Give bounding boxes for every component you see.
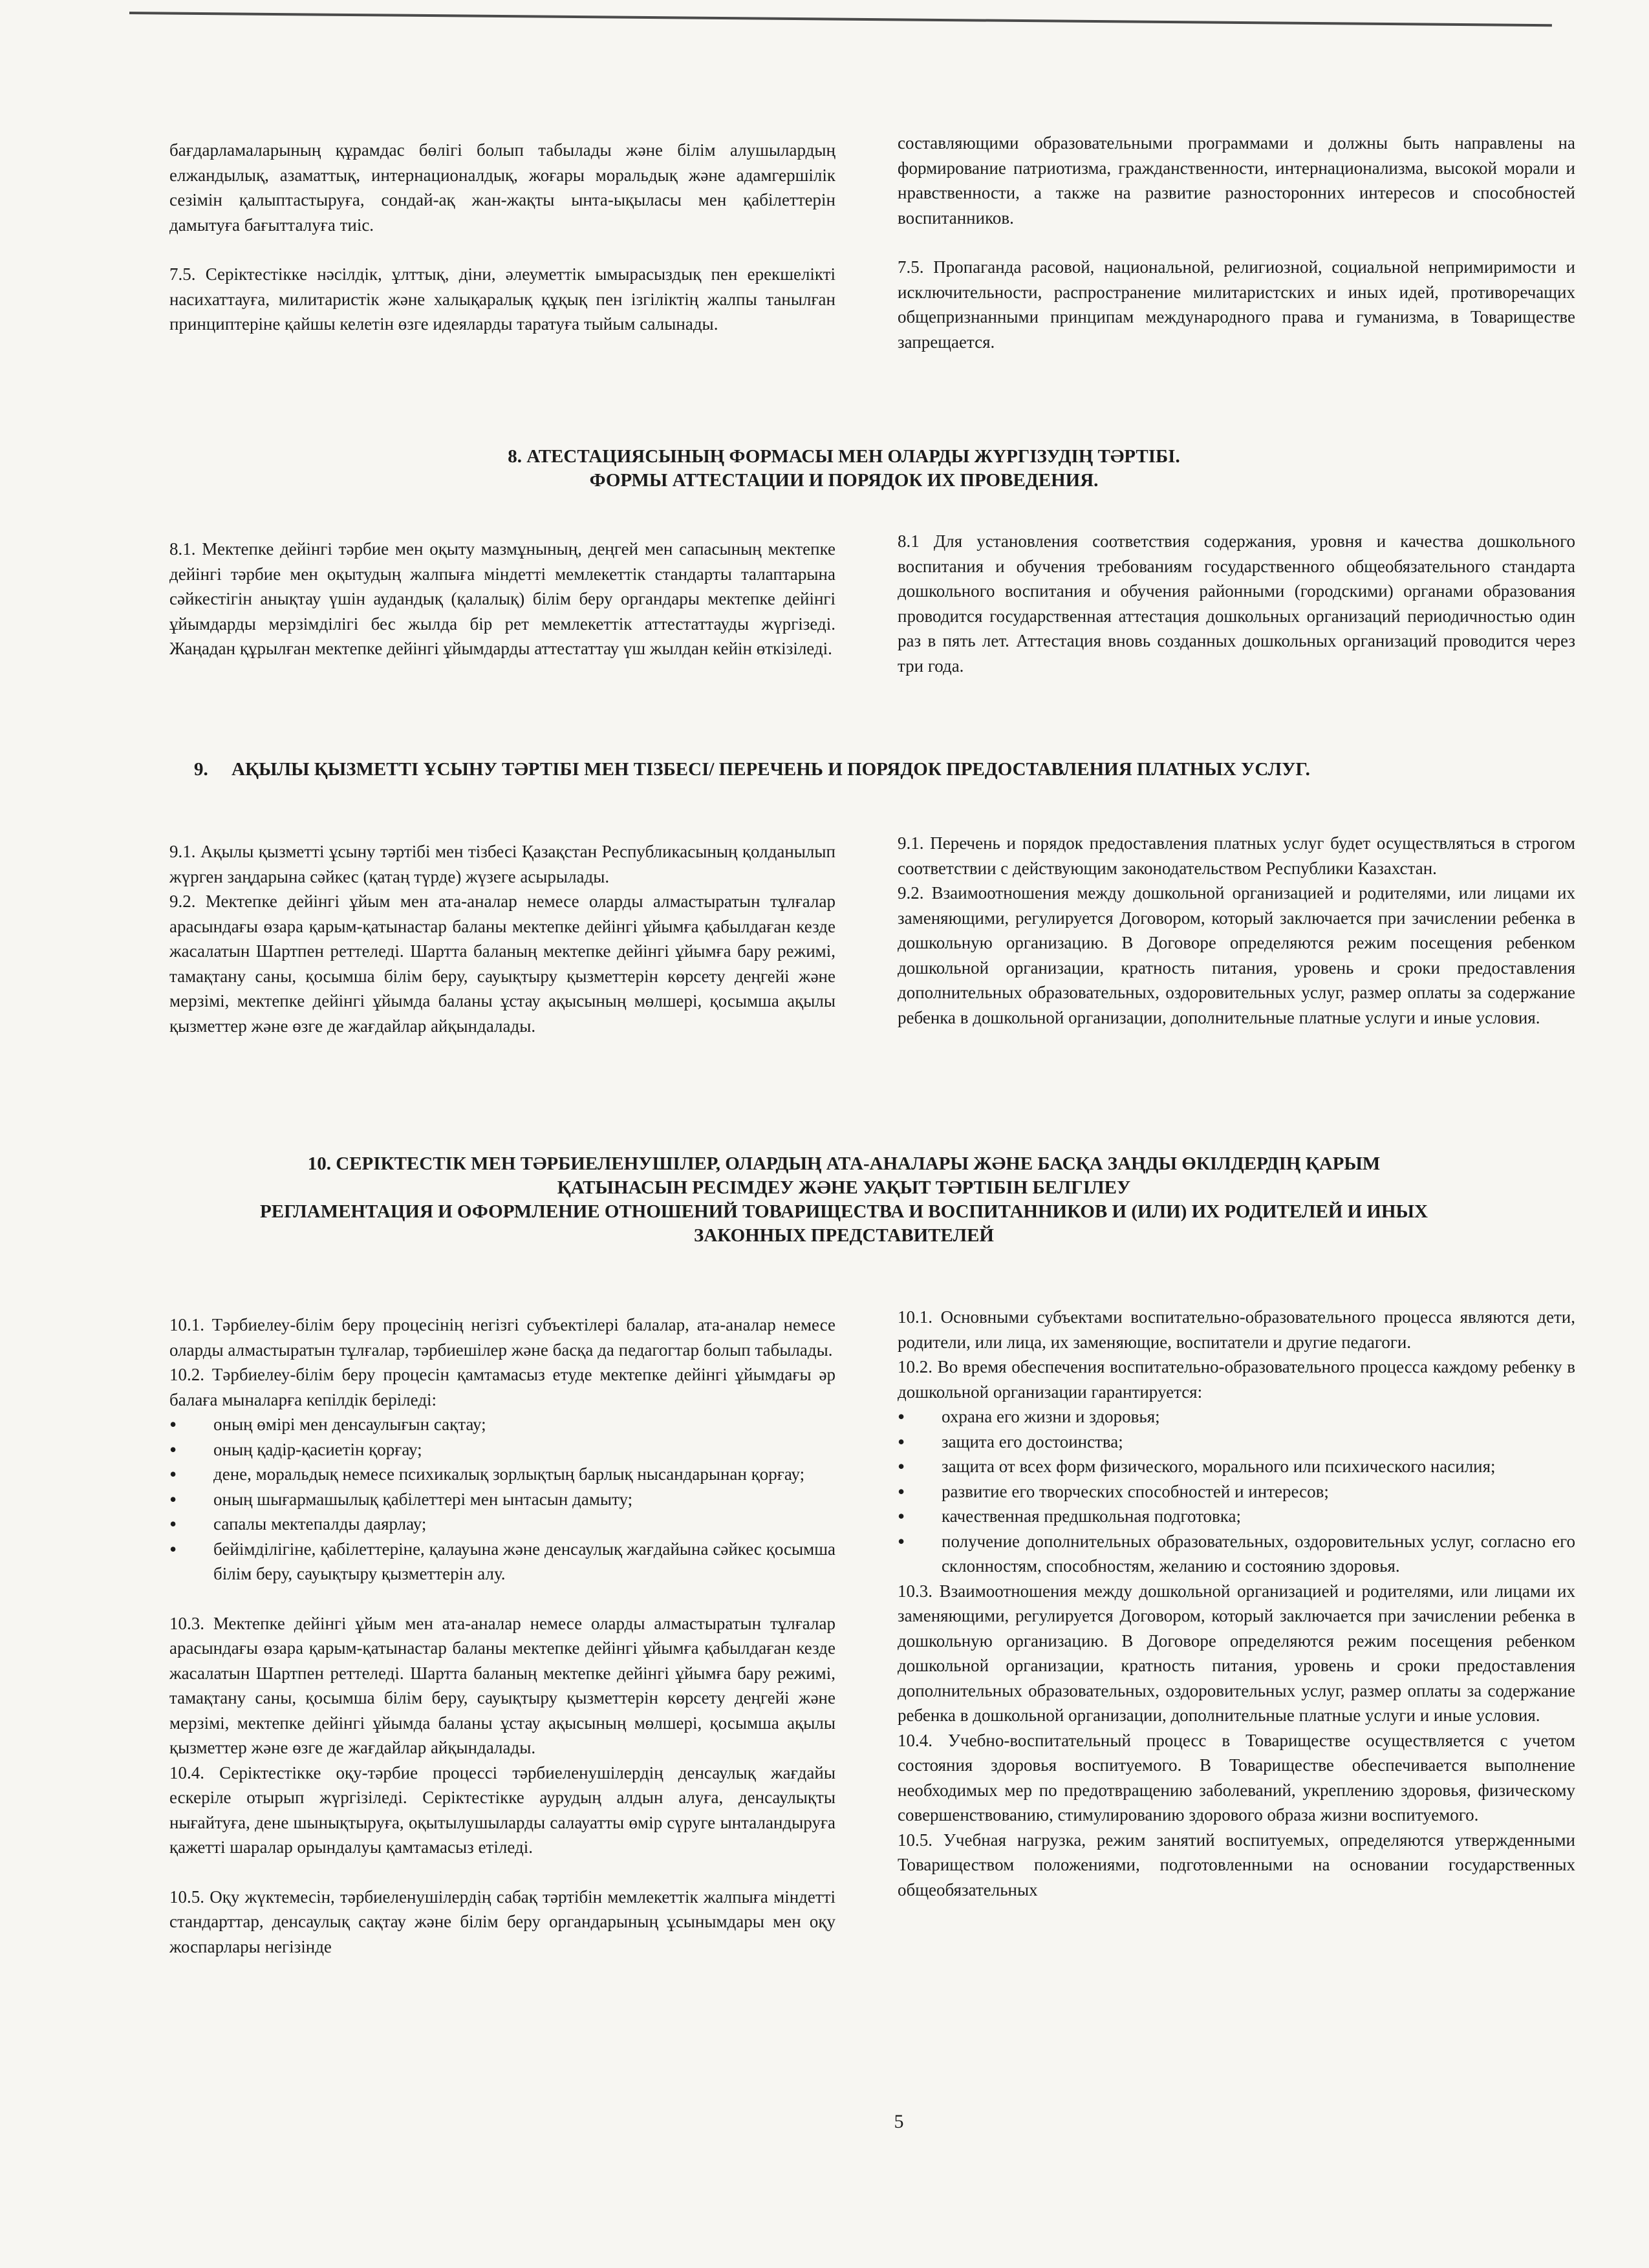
list-item: • охрана его жизни и здоровья; bbox=[898, 1404, 1575, 1429]
list-item: • оның өмірі мен денсаулығын сақтау; bbox=[169, 1412, 835, 1437]
right-section-10 bbox=[898, 1305, 1575, 1902]
right-paragraph-8-1: 8.1 Для установления соответствия содержания, уровня и качества дошкольного воспитания и обучения требованиям государственного общеобязательного стандарта дошкольного воспитания и обучения районными (городскими) органами образования проводится государственная аттестация дошкольных организаций периодичностью один раз в пять лет. Аттестация вновь созданных дошкольных организаций проводится через три года. bbox=[898, 531, 1575, 676]
right-paragraph-10-1: 10.1. Основными субъектами воспитательно-образовательного процесса являются дети, родители, или лица, их заменяющие, воспитатели и другие педагоги. bbox=[898, 1307, 1575, 1352]
right-guarantee-list bbox=[898, 1404, 1575, 1579]
right-paragraph-10-3: 10.3. Взаимоотношения между дошкольной организацией и родителями, или лицами их заменяющими, регулируется Договором, который заключается при зачислении ребенка в дошкольную организацию. В Договоре определяются режим посещения ребенком дошкольной организации, кратность питания, уровень и сроки предоставления дополнительных образовательных, оздоровительных услуг, размер оплаты за содержание ребенка в дошкольной организации, дополнительные платные услуги и иные условия. bbox=[898, 1581, 1575, 1725]
list-item: • дене, моральдық немесе психикалық зорлықтың барлық нысандарынан қорғау; bbox=[169, 1462, 835, 1487]
list-item: • оның шығармашылық қабілеттері мен ынтасын дамыту; bbox=[169, 1487, 835, 1512]
right-intro-block bbox=[898, 131, 1575, 354]
left-section-9 bbox=[169, 839, 835, 1038]
left-section-8 bbox=[169, 537, 835, 661]
left-section-10 bbox=[169, 1312, 835, 1959]
left-guarantee-list bbox=[169, 1412, 835, 1587]
list-item: • качественная предшкольная подготовка; bbox=[898, 1504, 1575, 1529]
page-number: 5 bbox=[894, 2111, 904, 2132]
left-paragraph-10-4: 10.4. Серіктестікке оқу-тәрбие процессі тәрбиеленушілердің денсаулық жағдайы ескеріле отырып жүргізіледі. Серіктестікке аурудың алдын алуға, денсаулықты нығайтуға, дене шынықтыруға, оқытылушыларды салауатты өмір сүруге ынталандыруға қажетті шаралар орындалуы қамтамасыз етіледі. bbox=[169, 1762, 835, 1857]
left-paragraph-10-1: 10.1. Тәрбиелеу-білім беру процесінің негізгі субъектілері балалар, ата-аналар немесе оларды алмастыратын тұлғалар, тәрбиешілер және басқа да педагогтар болып табылады. bbox=[169, 1315, 835, 1360]
scan-edge-line bbox=[129, 12, 1552, 27]
section-9-heading: 9. АҚЫЛЫ ҚЫЗМЕТТІ ҰСЫНУ ТӘРТІБІ МЕН ТІЗБЕСІ/ ПЕРЕЧЕНЬ И ПОРЯДОК ПРЕДОСТАВЛЕНИЯ ПЛАТНЫХ УСЛУГ. bbox=[194, 759, 1310, 780]
left-intro-block bbox=[169, 138, 835, 337]
left-paragraph-8-1: 8.1. Мектепке дейінгі тәрбие мен оқыту мазмұнының, деңгей мен сапасының мектепке дейінгі тәрбие мен оқытудың жалпыға міндетті мемлекеттік стандарты талаптарына сәйкестігін анықтау үшін аудандық (қалалық) білім беру органдары мектепке дейінгі ұйымдарды мерзімділігі бес жылда бір рет мемлекеттік аттестаттауды жүргізеді. Жаңадан құрылған мектепке дейінгі ұйымдарды аттестаттау үш жылдан кейін өткізіледі. bbox=[169, 539, 835, 658]
right-paragraph-10-4: 10.4. Учебно-воспитательный процесс в Товариществе осуществляется с учетом состояния здоровья воспитуемого. В Товариществе обеспечивается выполнение необходимых мер по предотвращению заболеваний, укреплению здоровья, физическому совершенствованию, стимулированию здорового образа жизни воспитуемого. bbox=[898, 1730, 1575, 1824]
list-item: • сапалы мектепалды даярлау; bbox=[169, 1512, 835, 1537]
right-paragraph-7-5: 7.5. Пропаганда расовой, национальной, религиозной, социальной непримиримости и исключительности, распространение милитаристских и иных идей, противоречащих общепризнанными принципам международного права и гуманизма, в Товариществе запрещается. bbox=[898, 257, 1575, 352]
left-paragraph-10-3: 10.3. Мектепке дейінгі ұйым мен ата-аналар немесе оларды алмастыратын тұлғалар арасындағы өзара қарым-қатынастар баланы мектепке дейінгі ұйымға қабылдаған кезде жасалатын Шартпен реттеледі. Шартта баланың мектепке дейінгі ұйымға бару режимі, тамақтану саны, қосымша білім беру, сауықтыру қызметтерін көрсету деңгейі және мерзімі, мектепке дейінгі ұйымда баланы ұстау ақысының мөлшері, қосымша ақылы қызметтер және өзге де жағдайлар айқындалады. bbox=[169, 1613, 835, 1757]
list-item: • защита его достоинства; bbox=[898, 1429, 1575, 1455]
left-paragraph-7-4-end: бағдарламаларының құрамдас бөлігі болып табылады және білім алушылардың елжандылық, азаматтық, интернационалдық, жоғары моральдық және адамгершілік сезімін қалыптастыруға, сондай-ақ жан-жақты ынта-ықыласы мен қабілеттерін дамытуға бағытталуға тиіс. bbox=[169, 140, 835, 235]
list-item: • защита от всех форм физического, морального или психического насилия; bbox=[898, 1454, 1575, 1479]
right-paragraph-10-2: 10.2. Во время обеспечения воспитательно-образовательного процесса каждому ребенку в дошкольной организации гарантируется: bbox=[898, 1357, 1575, 1402]
section-10-heading: 10. СЕРІКТЕСТІК МЕН ТӘРБИЕЛЕНУШІЛЕР, ОЛАРДЫҢ АТА-АНАЛАРЫ ЖӘНЕ БАСҚА ЗАҢДЫ ӨКІЛДЕРДІҢ ҚАРЫМ ҚАТЫНАСЫН РЕСІМДЕУ ЖӘНЕ УАҚЫТ ТӘРТІБІН БЕЛГІЛЕУ РЕГЛАМЕНТАЦИЯ И ОФОРМЛЕНИЕ ОТНОШЕНИЙ ТОВАРИЩЕСТВА И ВОСПИТАННИКОВ И (ИЛИ) ИХ РОДИТЕЛЕЙ И ИНЫХ ЗАКОННЫХ ПРЕДСТАВИТЕЛЕЙ bbox=[260, 1153, 1428, 1246]
section-8-heading: 8. АТЕСТАЦИЯСЫНЫҢ ФОРМАСЫ МЕН ОЛАРДЫ ЖҮРГІЗУДІҢ ТӘРТІБІ. ФОРМЫ АТТЕСТАЦИИ И ПОРЯДОК ИХ ПРОВЕДЕНИЯ. bbox=[508, 446, 1180, 491]
right-section-8 bbox=[898, 529, 1575, 678]
right-paragraph-9-1: 9.1. Перечень и порядок предоставления платных услуг будет осуществляться в строгом соответствии с действующим законодательством Республики Казахстан. bbox=[898, 833, 1575, 878]
list-item: • оның қадір-қасиетін қорғау; bbox=[169, 1437, 835, 1462]
right-section-9 bbox=[898, 831, 1575, 1030]
list-item: • получение дополнительных образовательных, оздоровительных услуг, согласно его склонностям, способностям, желанию и состоянию здоровья. bbox=[898, 1529, 1575, 1579]
right-paragraph-7-4-end: составляющими образовательными программами и должны быть направлены на формирование патриотизма, гражданственности, интернационализма, высокой морали и нравственности, а также на развитие разносторонних интересов и способностей воспитанников. bbox=[898, 133, 1575, 228]
list-item: • бейімділігіне, қабілеттеріне, қалауына және денсаулық жағдайына сәйкес қосымша білім беру, сауықтыру қызметтерін алу. bbox=[169, 1537, 835, 1587]
left-paragraph-10-2: 10.2. Тәрбиелеу-білім беру процесін қамтамасыз етуде мектепке дейінгі ұйымдағы әр балаға мыналарға кепілдік беріледі: bbox=[169, 1365, 835, 1409]
right-paragraph-9-2: 9.2. Взаимоотношения между дошкольной организацией и родителями, или лицами их заменяющими, регулируется Договором, который заключается при зачислении ребенка в дошкольную организацию. В Договоре определяются режим посещения ребенком дошкольной организации, кратность питания, уровень и сроки предоставления дополнительных образовательных, оздоровительных услуг, размер оплаты за содержание ребенка в дошкольной организации, дополнительные платные услуги и иные условия. bbox=[898, 883, 1575, 1027]
list-item: • развитие его творческих способностей и интересов; bbox=[898, 1479, 1575, 1504]
left-paragraph-7-5: 7.5. Серіктестікке нәсілдік, ұлттық, діни, әлеуметтік ымырасыздық пен ерекшелікті насихаттауға, милитаристік және халықаралық құқық пен ізгіліктің жалпы танылған принциптеріне қайшы келетін өзге идеяларды таратуға тыйым салынады. bbox=[169, 264, 835, 334]
right-paragraph-10-5: 10.5. Учебная нагрузка, режим занятий воспитуемых, определяются утвержденными Товариществом положениями, подготовленными на основании государственных общеобязательных bbox=[898, 1830, 1575, 1899]
left-paragraph-9-1: 9.1. Ақылы қызметті ұсыну тәртібі мен тізбесі Қазақстан Республикасының қолданылып жүрген заңдарына сәйкес (қатаң түрде) жүзеге асырылады. bbox=[169, 842, 835, 886]
left-paragraph-10-5: 10.5. Оқу жүктемесін, тәрбиеленушілердің сабақ тәртібін мемлекеттік жалпыға міндетті стандарттар, денсаулық сақтау және білім беру органдарының ұсынымдары мен оқу жоспарлары негізінде bbox=[169, 1887, 835, 1956]
left-paragraph-9-2: 9.2. Мектепке дейінгі ұйым мен ата-аналар немесе оларды алмастыратын тұлғалар арасындағы өзара қарым-қатынастар баланы мектепке дейінгі ұйымға қабылдаған кезде жасалатын Шартпен реттеледі. Шартта баланың мектепке дейінгі ұйымға бару режимі, тамақтану саны, қосымша білім беру, сауықтыру қызметтерін көрсету деңгейі және мерзімі, мектепке дейінгі ұйымда баланы ұстау ақысының мөлшері, қосымша ақылы қызметтер және өзге де жағдайлар айқындалады. bbox=[169, 892, 835, 1036]
